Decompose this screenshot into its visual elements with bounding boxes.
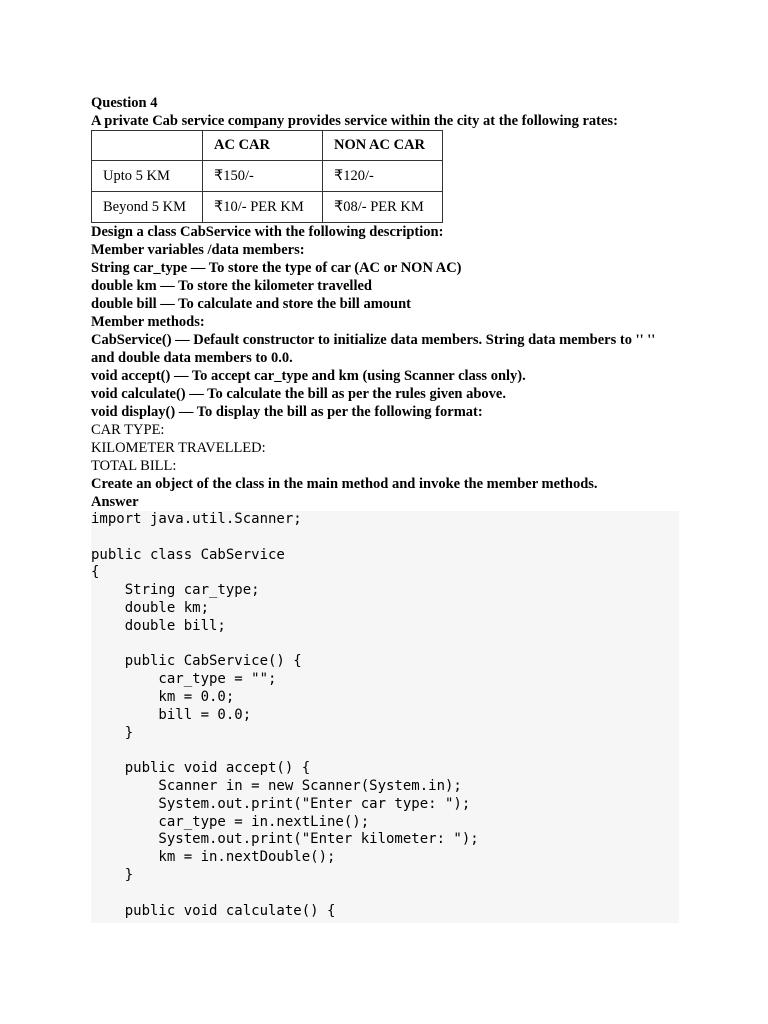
table-header-cell: AC CAR [203, 131, 323, 161]
format-km: KILOMETER TRAVELLED: [91, 440, 266, 456]
method-constructor-cont: and double data members to 0.0. [91, 350, 293, 366]
table-header-cell: NON AC CAR [323, 131, 443, 161]
code-line: bill = 0.0; [91, 706, 252, 723]
rates-table [91, 130, 443, 223]
code-line: car_type = in.nextLine(); [91, 813, 370, 830]
table-cell: ₹10/- PER KM [203, 192, 323, 223]
code-blank-line [91, 742, 679, 760]
table-row [92, 192, 443, 223]
table-cell: ₹120/- [323, 161, 443, 192]
member-bill: double bill — To calculate and store the bill amount [91, 296, 411, 312]
table-cell: ₹08/- PER KM [323, 192, 443, 223]
code-line: km = in.nextDouble(); [91, 849, 336, 866]
table-header-row [92, 131, 443, 161]
code-line: km = 0.0; [91, 688, 235, 705]
answer-label: Answer [91, 494, 139, 510]
format-bill: TOTAL BILL: [91, 458, 177, 474]
table-header-cell [92, 131, 203, 161]
code-line: Scanner in = new Scanner(System.in); [91, 777, 462, 794]
method-display: void display() — To display the bill as per the following format: [91, 404, 483, 420]
code-line: double km; [91, 599, 210, 616]
code-blank-line [91, 636, 679, 654]
question-intro: A private Cab service company provides service within the city at the following rates: [91, 113, 618, 129]
document-page [91, 94, 681, 923]
members-heading: Member variables /data members: [91, 242, 305, 258]
code-line: public void calculate() { [91, 902, 336, 919]
member-car-type: String car_type — To store the type of car (AC or NON AC) [91, 260, 462, 276]
method-accept: void accept() — To accept car_type and km (using Scanner class only). [91, 368, 526, 384]
code-blank-line [91, 885, 679, 903]
code-line: car_type = ""; [91, 671, 277, 688]
code-line: public void accept() { [91, 760, 311, 777]
create-object-text: Create an object of the class in the main method and invoke the member methods. [91, 476, 598, 492]
code-line: { [91, 564, 100, 581]
code-blank-line [91, 529, 679, 547]
code-line: System.out.print("Enter kilometer: "); [91, 831, 479, 848]
methods-heading: Member methods: [91, 314, 205, 330]
table-cell: Upto 5 KM [92, 161, 203, 192]
member-km: double km — To store the kilometer travelled [91, 278, 372, 294]
code-line: String car_type; [91, 582, 260, 599]
code-block [91, 511, 679, 923]
code-line: public class CabService [91, 546, 285, 563]
code-line: double bill; [91, 617, 226, 634]
code-line: import java.util.Scanner; [91, 511, 302, 527]
code-line: } [91, 724, 134, 741]
code-line: System.out.print("Enter car type: "); [91, 795, 471, 812]
design-text: Design a class CabService with the following description: [91, 224, 444, 240]
table-cell: Beyond 5 KM [92, 192, 203, 223]
table-cell: ₹150/- [203, 161, 323, 192]
code-line: } [91, 866, 134, 883]
table-row [92, 161, 443, 192]
question-title: Question 4 [91, 95, 158, 111]
method-constructor: CabService() — Default constructor to initialize data members. String data members to '' '' [91, 332, 656, 348]
method-calculate: void calculate() — To calculate the bill as per the rules given above. [91, 386, 506, 402]
format-car-type: CAR TYPE: [91, 422, 165, 438]
code-line: public CabService() { [91, 653, 302, 670]
